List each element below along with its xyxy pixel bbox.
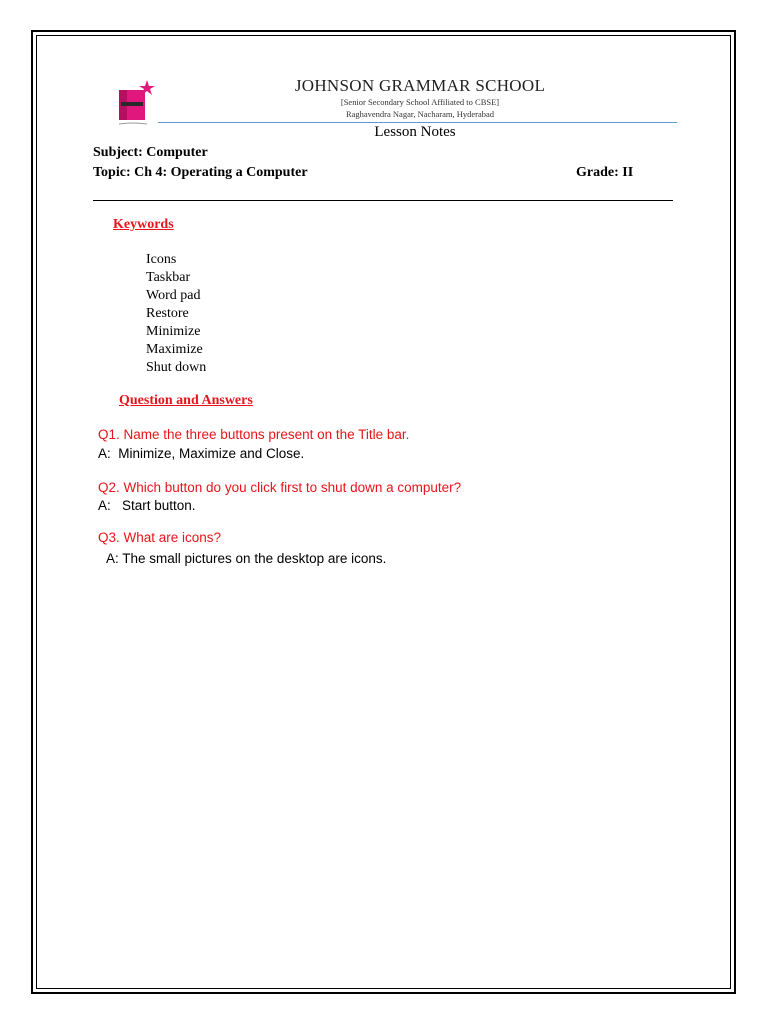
keywords-heading: Keywords: [113, 217, 174, 232]
keyword-item: Minimize: [146, 324, 201, 339]
school-logo-icon: [113, 78, 163, 130]
document-title: Lesson Notes: [374, 124, 456, 140]
question-1: Q1. Name the three buttons present on the Title bar.: [98, 427, 410, 442]
question-3: Q3. What are icons?: [98, 530, 222, 545]
topic-line: Topic: Ch 4: Operating a Computer: [93, 165, 308, 180]
answer-3: A: The small pictures on the desktop are icons.: [106, 551, 387, 566]
keyword-item: Restore: [146, 306, 189, 321]
header-divider: [158, 122, 677, 123]
school-affiliation: [Senior Secondary School Affiliated to CBSE]: [340, 97, 500, 107]
topic-divider: [93, 200, 673, 201]
keyword-item: Taskbar: [146, 270, 191, 285]
keyword-item: Maximize: [146, 342, 203, 357]
keyword-item: Icons: [146, 252, 177, 267]
answer-1: A: Minimize, Maximize and Close.: [98, 446, 305, 461]
keywords-list: [146, 251, 206, 377]
school-address: Raghavendra Nagar, Nacharam, Hyderabad: [345, 109, 495, 119]
keyword-item: Word pad: [146, 288, 201, 303]
qa-heading: Question and Answers: [119, 393, 253, 408]
keyword-item: Shut down: [146, 360, 207, 375]
answer-2: A: Start button.: [98, 498, 196, 513]
question-2: Q2. Which button do you click first to shut down a computer?: [98, 480, 462, 495]
grade-line: Grade: II: [576, 165, 634, 180]
subject-line: Subject: Computer: [93, 145, 208, 160]
school-name: JOHNSON GRAMMAR SCHOOL: [294, 76, 546, 95]
